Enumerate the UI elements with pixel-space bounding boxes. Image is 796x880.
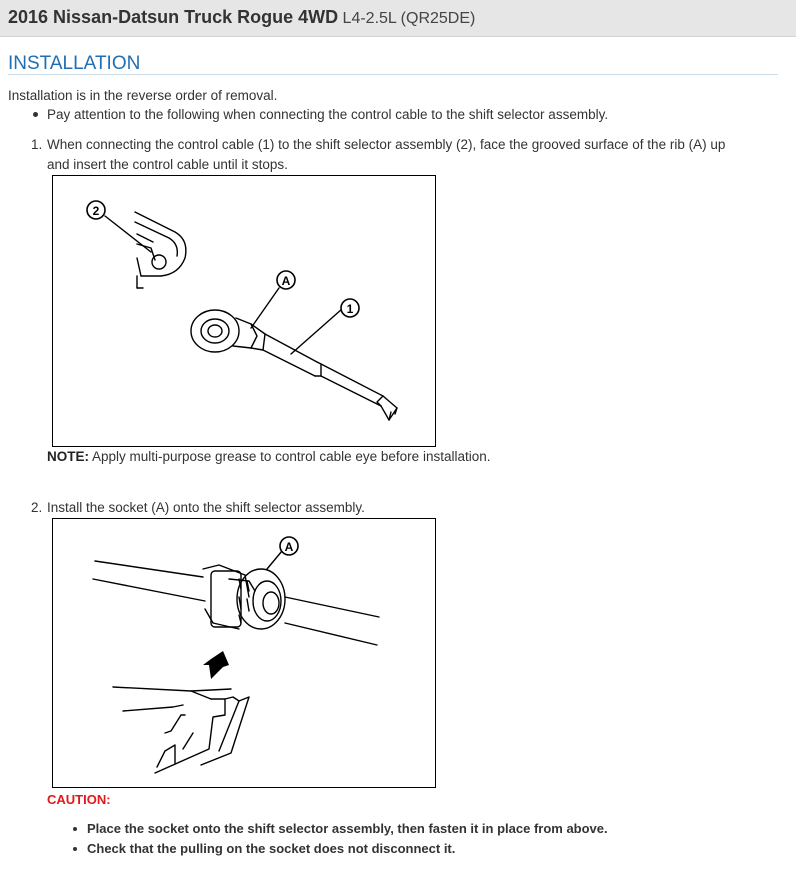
section-divider	[8, 74, 778, 75]
caution-item-1: Place the socket onto the shift selector assembly, then fasten it in place from above.	[87, 821, 608, 836]
callout-2	[87, 201, 105, 219]
attention-bullet: Pay attention to the following when connecting the control cable to the shift selector assembly.	[47, 107, 609, 122]
bullet-marker	[33, 112, 38, 117]
step-1-text-line2: and insert the control cable until it stops.	[47, 157, 288, 172]
callout-2-label: 2	[92, 204, 100, 218]
callout-A-step2	[280, 537, 298, 555]
socket-illustration	[53, 519, 435, 787]
vehicle-title	[8, 7, 475, 28]
control-cable-illustration	[53, 176, 435, 446]
caution-item-2: Check that the pulling on the socket does not disconnect it.	[87, 841, 456, 856]
caution-label: CAUTION:	[47, 792, 111, 807]
step-2-number: 2.	[31, 500, 43, 515]
caution-bullet-1	[73, 827, 77, 831]
step-1-note	[47, 449, 490, 464]
step-2-text: Install the socket (A) onto the shift selector assembly.	[47, 500, 365, 515]
header-bar	[0, 0, 796, 37]
intro-text: Installation is in the reverse order of removal.	[8, 88, 278, 103]
vehicle-name: 2016 Nissan-Datsun Truck Rogue 4WD	[8, 7, 339, 27]
figure-control-cable	[52, 175, 436, 447]
step-1-text-line1: When connecting the control cable (1) to the shift selector assembly (2), face the grooved surface of the rib (A) up	[47, 137, 726, 152]
callout-A-step1	[277, 271, 295, 289]
figure-socket-install	[52, 518, 436, 788]
note-text: Apply multi-purpose grease to control cable eye before installation.	[89, 449, 491, 464]
callout-1	[341, 299, 359, 317]
engine-spec: L4-2.5L (QR25DE)	[342, 10, 476, 27]
callout-A-label-2: A	[284, 540, 294, 554]
caution-bullet-2	[73, 847, 77, 851]
down-arrow-icon	[203, 651, 229, 679]
section-title: INSTALLATION	[8, 53, 141, 74]
step-1-number: 1.	[31, 137, 43, 152]
note-label: NOTE:	[47, 449, 89, 464]
callout-A-label: A	[281, 274, 291, 288]
callout-1-label: 1	[346, 302, 354, 316]
